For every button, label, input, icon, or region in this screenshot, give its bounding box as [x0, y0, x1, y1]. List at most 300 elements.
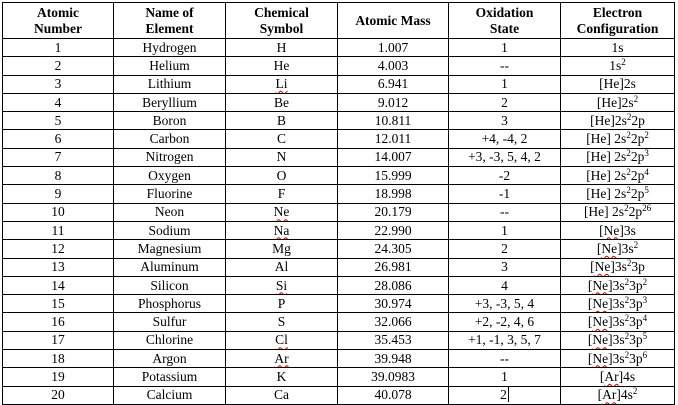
cell-atomic-number-text: 17	[51, 332, 65, 348]
cell-oxidation-state	[449, 368, 561, 386]
config-superscript: 2	[633, 239, 639, 250]
cell-element-name-text: Sodium	[148, 222, 191, 238]
config-text: [	[590, 259, 595, 275]
cell-chemical-symbol	[226, 57, 338, 75]
config-text: [	[587, 314, 593, 330]
cell-atomic-number-text: 15	[51, 295, 65, 311]
cell-element-name	[114, 39, 226, 57]
table-row	[3, 313, 675, 331]
cell-electron-configuration	[561, 167, 675, 185]
cell-atomic-mass	[338, 130, 449, 148]
cell-oxidation-state	[449, 350, 561, 368]
cell-atomic-number	[3, 130, 114, 148]
config-superscript: 2	[621, 56, 626, 67]
config-text: [	[597, 387, 603, 403]
cell-oxidation-state-text: 2	[501, 240, 508, 256]
table-row	[3, 203, 675, 221]
cell-atomic-mass-text: 24.305	[374, 240, 412, 256]
header-element-name: Name of Element	[114, 3, 226, 39]
cell-atomic-number	[3, 313, 114, 331]
cell-element-name-text: Argon	[152, 350, 187, 366]
config-text: Ar	[602, 387, 617, 403]
cell-oxidation-state	[449, 75, 561, 93]
cell-element-name	[114, 276, 226, 294]
cell-oxidation-state	[449, 167, 561, 185]
cell-oxidation-state-text: 1	[501, 39, 508, 55]
table-row	[3, 240, 675, 258]
cell-oxidation-state	[449, 295, 561, 313]
header-atomic-mass: Atomic Mass	[338, 3, 449, 39]
config-text: [He] 2s	[586, 149, 627, 165]
cell-chemical-symbol	[226, 368, 338, 386]
cell-oxidation-state	[449, 203, 561, 221]
table-row	[3, 185, 675, 203]
cell-electron-configuration	[561, 240, 675, 258]
cell-atomic-number-text: 1	[54, 39, 62, 55]
cell-atomic-mass	[338, 276, 449, 294]
cell-atomic-number	[3, 93, 114, 111]
cell-chemical-symbol-text: Ca	[274, 387, 289, 403]
table-row	[3, 331, 675, 349]
cell-element-name	[114, 331, 226, 349]
cell-oxidation-state-text: +4, -4, 2	[481, 131, 528, 147]
cell-atomic-number-text: 11	[51, 222, 65, 238]
config-superscript: 2	[624, 276, 630, 287]
config-superscript: 26	[642, 203, 652, 214]
config-text: 2p	[630, 186, 645, 202]
cell-atomic-mass-text: 30.974	[374, 295, 412, 311]
cell-chemical-symbol-text: Ar	[274, 350, 289, 366]
cell-chemical-symbol	[226, 276, 338, 294]
cell-atomic-number-text: 6	[54, 131, 62, 147]
cell-chemical-symbol-text: S	[277, 314, 286, 330]
cell-element-name-text: Calcium	[146, 387, 193, 403]
cell-atomic-mass-text: 28.086	[374, 277, 412, 293]
cell-atomic-number-text: 18	[51, 350, 65, 366]
cell-element-name	[114, 75, 226, 93]
config-text: [He] 2s	[583, 204, 625, 220]
cell-element-name	[114, 93, 226, 111]
cell-oxidation-state	[449, 39, 561, 57]
cell-atomic-mass	[338, 313, 449, 331]
cell-chemical-symbol-text: O	[276, 167, 287, 183]
config-text: [	[587, 277, 593, 293]
cell-oxidation-state-text: 1	[501, 76, 508, 92]
cell-electron-configuration	[561, 93, 675, 111]
config-superscript: 2	[624, 203, 629, 214]
cell-atomic-number	[3, 331, 114, 349]
cell-oxidation-state-text: -1	[498, 186, 511, 202]
cell-atomic-number-text: 4	[54, 94, 62, 110]
table-row	[3, 386, 675, 404]
config-superscript: 2	[633, 93, 639, 104]
cell-chemical-symbol-text: F	[277, 186, 286, 202]
cell-oxidation-state	[449, 221, 561, 239]
cell-atomic-mass-text: 14.007	[374, 149, 412, 165]
cell-chemical-symbol-text: N	[276, 149, 287, 165]
config-text: Ne	[592, 277, 609, 293]
cell-atomic-number-text: 9	[54, 186, 62, 202]
cell-element-name-text: Phosphorus	[137, 295, 201, 311]
cell-atomic-mass	[338, 57, 449, 75]
config-text: Ar	[604, 368, 619, 384]
cell-element-name	[114, 350, 226, 368]
cell-atomic-number-text: 12	[51, 240, 65, 256]
cell-chemical-symbol	[226, 313, 338, 331]
cell-atomic-mass-text: 26.981	[374, 259, 412, 275]
table-row	[3, 93, 675, 111]
cell-oxidation-state-text: 4	[501, 277, 508, 293]
config-superscript: 2	[626, 111, 632, 122]
header-oxidation-state: Oxidation State	[449, 3, 561, 39]
table-row	[3, 368, 675, 386]
table-row	[3, 295, 675, 313]
cell-element-name-text: Lithium	[147, 76, 192, 92]
cell-oxidation-state	[449, 276, 561, 294]
table-body	[3, 39, 675, 405]
cell-atomic-number	[3, 350, 114, 368]
cell-electron-configuration	[561, 185, 675, 203]
cell-atomic-mass-text: 40.078	[374, 387, 412, 403]
cell-electron-configuration	[561, 331, 675, 349]
cell-oxidation-state-text: --	[500, 57, 509, 73]
config-text: Ne	[592, 314, 609, 330]
cell-oxidation-state	[449, 185, 561, 203]
cell-electron-configuration	[561, 57, 675, 75]
config-text: 2p	[630, 149, 645, 165]
cell-chemical-symbol	[226, 148, 338, 166]
config-text: 2p	[631, 112, 645, 128]
cell-oxidation-state-text: -2	[498, 167, 511, 183]
cell-atomic-mass	[338, 295, 449, 313]
config-superscript: 6	[642, 349, 648, 360]
cell-atomic-mass	[338, 112, 449, 130]
cell-chemical-symbol-text: Li	[275, 76, 288, 92]
config-text: 3p	[629, 350, 643, 366]
cell-atomic-mass	[338, 39, 449, 57]
cell-chemical-symbol	[226, 240, 338, 258]
cell-electron-configuration	[561, 75, 675, 93]
cell-oxidation-state-text: +3, -3, 5, 4	[474, 295, 535, 311]
cell-atomic-mass	[338, 350, 449, 368]
cell-element-name	[114, 130, 226, 148]
cell-chemical-symbol	[226, 75, 338, 93]
cell-chemical-symbol-text: Al	[274, 259, 289, 275]
cell-oxidation-state-text: 2	[500, 387, 507, 403]
cell-chemical-symbol	[226, 295, 338, 313]
cell-atomic-number	[3, 258, 114, 276]
cell-atomic-mass	[338, 386, 449, 404]
table-row	[3, 350, 675, 368]
cell-atomic-number	[3, 148, 114, 166]
cell-atomic-number-text: 16	[51, 314, 65, 330]
cell-chemical-symbol	[226, 130, 338, 148]
cell-chemical-symbol-text: B	[276, 112, 286, 128]
cell-element-name-text: Nitrogen	[145, 149, 194, 165]
cell-electron-configuration	[561, 148, 675, 166]
config-text: [He] 2s	[586, 186, 627, 202]
cell-atomic-number	[3, 240, 114, 258]
cell-atomic-number-text: 14	[51, 277, 65, 293]
config-superscript: 5	[642, 331, 648, 342]
cell-chemical-symbol	[226, 93, 338, 111]
cell-oxidation-state-text: +1, -1, 3, 5, 7	[468, 332, 541, 348]
cell-atomic-mass-text: 10.811	[374, 112, 412, 128]
table-row	[3, 276, 675, 294]
cell-element-name	[114, 313, 226, 331]
config-text: 2p	[630, 131, 645, 147]
cell-chemical-symbol-text: Cl	[275, 332, 288, 348]
cell-oxidation-state-text: 1	[501, 368, 508, 384]
cell-chemical-symbol-text: Na	[273, 222, 290, 238]
cell-element-name-text: Boron	[152, 112, 187, 128]
config-superscript: 3	[644, 148, 649, 159]
config-superscript: 2	[644, 130, 649, 141]
header-atomic-number: Atomic Number	[3, 3, 114, 39]
cell-chemical-symbol-text: Si	[275, 277, 288, 293]
cell-atomic-mass	[338, 93, 449, 111]
cell-atomic-mass-text: 39.948	[374, 350, 412, 366]
config-text: 1s	[611, 39, 624, 55]
cell-atomic-mass	[338, 185, 449, 203]
cell-atomic-mass-text: 35.453	[374, 332, 412, 348]
config-text: ]4s	[618, 368, 636, 384]
config-text: [	[596, 240, 602, 256]
cell-element-name-text: Potassium	[141, 368, 198, 384]
config-text: [He] 2s	[586, 167, 627, 183]
cell-element-name-text: Hydrogen	[142, 39, 197, 55]
table-row	[3, 258, 675, 276]
cell-atomic-number	[3, 112, 114, 130]
cell-oxidation-state-text: --	[500, 204, 509, 220]
cell-chemical-symbol-text: K	[276, 368, 287, 384]
cell-atomic-number	[3, 185, 114, 203]
cell-atomic-number	[3, 203, 114, 221]
cell-element-name-text: Neon	[154, 204, 185, 220]
cell-oxidation-state	[449, 57, 561, 75]
table-row	[3, 221, 675, 239]
cell-atomic-number	[3, 57, 114, 75]
config-text: [He]2s	[599, 76, 636, 92]
cell-chemical-symbol-text: P	[277, 295, 286, 311]
cell-chemical-symbol-text: Be	[274, 94, 289, 110]
config-text: ]3s	[608, 295, 625, 311]
config-superscript: 2	[624, 294, 630, 305]
config-text: Ne	[603, 222, 620, 238]
cell-oxidation-state	[449, 313, 561, 331]
config-text: ]3s	[608, 314, 625, 330]
cell-element-name	[114, 240, 226, 258]
cell-atomic-mass-text: 9.012	[377, 94, 409, 110]
config-text: [	[599, 368, 605, 384]
cell-electron-configuration	[561, 130, 675, 148]
config-text: ]3s	[619, 222, 636, 238]
cell-chemical-symbol	[226, 350, 338, 368]
cell-atomic-number-text: 3	[54, 76, 62, 92]
cell-oxidation-state	[449, 93, 561, 111]
config-text: 3p	[629, 314, 643, 330]
cell-element-name-text: Helium	[149, 57, 190, 73]
cell-chemical-symbol	[226, 167, 338, 185]
cell-element-name	[114, 203, 226, 221]
table-row	[3, 130, 675, 148]
config-superscript: 4	[642, 313, 648, 324]
cell-element-name	[114, 112, 226, 130]
config-text: ]3s	[610, 259, 627, 275]
cell-element-name-text: Silicon	[150, 277, 189, 293]
cell-chemical-symbol	[226, 39, 338, 57]
cell-element-name	[114, 221, 226, 239]
config-superscript: 2	[626, 166, 631, 177]
config-text: [He]2s	[596, 94, 634, 110]
config-text: 3p	[629, 295, 643, 311]
config-text: 2p	[628, 204, 643, 220]
cell-oxidation-state	[449, 130, 561, 148]
cell-atomic-number	[3, 386, 114, 404]
cell-element-name	[114, 258, 226, 276]
cell-chemical-symbol	[226, 258, 338, 276]
config-superscript: 4	[644, 166, 649, 177]
cell-atomic-number	[3, 295, 114, 313]
config-superscript: 2	[642, 276, 648, 287]
config-superscript: 2	[626, 258, 632, 269]
cell-oxidation-state	[449, 331, 561, 349]
periodic-elements-table	[2, 2, 675, 405]
cell-chemical-symbol-text: Ne	[273, 204, 290, 220]
cell-oxidation-state	[449, 386, 561, 404]
cell-atomic-mass-text: 1.007	[377, 39, 409, 55]
cell-electron-configuration	[561, 295, 675, 313]
cell-element-name	[114, 185, 226, 203]
config-superscript: 2	[624, 331, 630, 342]
cell-chemical-symbol-text: Mg	[272, 240, 291, 256]
cell-atomic-mass	[338, 167, 449, 185]
cell-atomic-mass-text: 39.0983	[371, 368, 415, 384]
cell-atomic-mass	[338, 148, 449, 166]
cell-chemical-symbol-text: He	[273, 57, 290, 73]
cell-electron-configuration	[561, 203, 675, 221]
header-chemical-symbol: Chemical Symbol	[226, 3, 338, 39]
cell-atomic-mass	[338, 75, 449, 93]
cell-atomic-mass-text: 20.179	[374, 204, 412, 220]
cell-element-name-text: Carbon	[149, 131, 190, 147]
config-text: ]3s	[608, 332, 625, 348]
header-electron-configuration: Electron Configuration	[561, 3, 675, 39]
config-text: 1s	[609, 57, 622, 73]
cell-atomic-number	[3, 368, 114, 386]
table-row	[3, 148, 675, 166]
cell-chemical-symbol	[226, 386, 338, 404]
config-text: Ne	[592, 350, 609, 366]
cell-atomic-mass-text: 18.998	[374, 186, 412, 202]
cell-atomic-mass	[338, 331, 449, 349]
config-text: ]4s	[616, 387, 633, 403]
config-text: [He] 2s	[586, 131, 627, 147]
cell-oxidation-state	[449, 148, 561, 166]
config-text: [He]2s	[590, 112, 627, 128]
table-row	[3, 167, 675, 185]
cell-atomic-number-text: 5	[54, 112, 62, 128]
cell-electron-configuration	[561, 258, 675, 276]
cell-element-name-text: Chlorine	[145, 332, 194, 348]
cell-element-name	[114, 148, 226, 166]
table-row	[3, 75, 675, 93]
cell-element-name	[114, 368, 226, 386]
config-superscript: 2	[624, 349, 630, 360]
cell-atomic-mass-text: 15.999	[374, 167, 412, 183]
config-superscript: 2	[624, 313, 630, 324]
cell-atomic-mass-text: 12.011	[374, 131, 412, 147]
cell-electron-configuration	[561, 276, 675, 294]
cell-chemical-symbol	[226, 331, 338, 349]
cell-oxidation-state	[449, 258, 561, 276]
cell-oxidation-state-text: +3, -3, 5, 4, 2	[468, 149, 541, 165]
table-header	[3, 3, 675, 39]
config-superscript: 2	[626, 148, 631, 159]
cell-atomic-number	[3, 276, 114, 294]
config-text: ]3s	[617, 240, 634, 256]
cell-oxidation-state-text: 2	[501, 94, 508, 110]
cell-element-name-text: Fluorine	[146, 186, 193, 202]
cell-electron-configuration	[561, 221, 675, 239]
config-superscript: 2	[632, 386, 638, 397]
cell-atomic-mass-text: 32.066	[374, 314, 412, 330]
cell-chemical-symbol	[226, 185, 338, 203]
cell-element-name-text: Aluminum	[140, 259, 199, 275]
cell-atomic-number-text: 20	[51, 387, 65, 403]
config-text: Ne	[601, 240, 618, 256]
config-text: Ne	[592, 332, 609, 348]
config-text: Ne	[594, 259, 611, 275]
table-row	[3, 112, 675, 130]
header-row	[3, 3, 675, 39]
cell-electron-configuration	[561, 112, 675, 130]
table-row	[3, 57, 675, 75]
cell-electron-configuration	[561, 368, 675, 386]
cell-oxidation-state-text: 1	[501, 222, 508, 238]
config-text: 3p	[629, 277, 643, 293]
cell-chemical-symbol-text: C	[276, 131, 286, 147]
cell-atomic-number-text: 8	[54, 167, 62, 183]
cell-chemical-symbol-text: H	[276, 39, 287, 55]
cell-atomic-mass	[338, 221, 449, 239]
cell-element-name	[114, 167, 226, 185]
cell-atomic-mass-text: 6.941	[377, 76, 409, 92]
cell-atomic-mass-text: 4.003	[377, 57, 409, 73]
config-text: 2p	[630, 167, 645, 183]
cell-atomic-mass	[338, 240, 449, 258]
cell-atomic-number	[3, 39, 114, 57]
cell-oxidation-state-text: --	[500, 350, 509, 366]
table-row	[3, 39, 675, 57]
config-superscript: 2	[626, 130, 631, 141]
config-text: 3p	[629, 332, 643, 348]
config-text: [	[599, 222, 604, 238]
cell-element-name-text: Sulfur	[152, 314, 187, 330]
cell-atomic-number-text: 13	[51, 259, 65, 275]
config-text: Ne	[592, 295, 609, 311]
config-text: ]3s	[608, 277, 625, 293]
cell-electron-configuration	[561, 39, 675, 57]
cell-element-name-text: Beryllium	[142, 94, 197, 110]
cell-atomic-mass	[338, 368, 449, 386]
cell-element-name-text: Oxygen	[148, 167, 191, 183]
cell-atomic-number	[3, 167, 114, 185]
cell-atomic-mass	[338, 258, 449, 276]
cell-element-name	[114, 57, 226, 75]
config-text: [	[587, 332, 593, 348]
cell-atomic-number-text: 2	[54, 57, 62, 73]
